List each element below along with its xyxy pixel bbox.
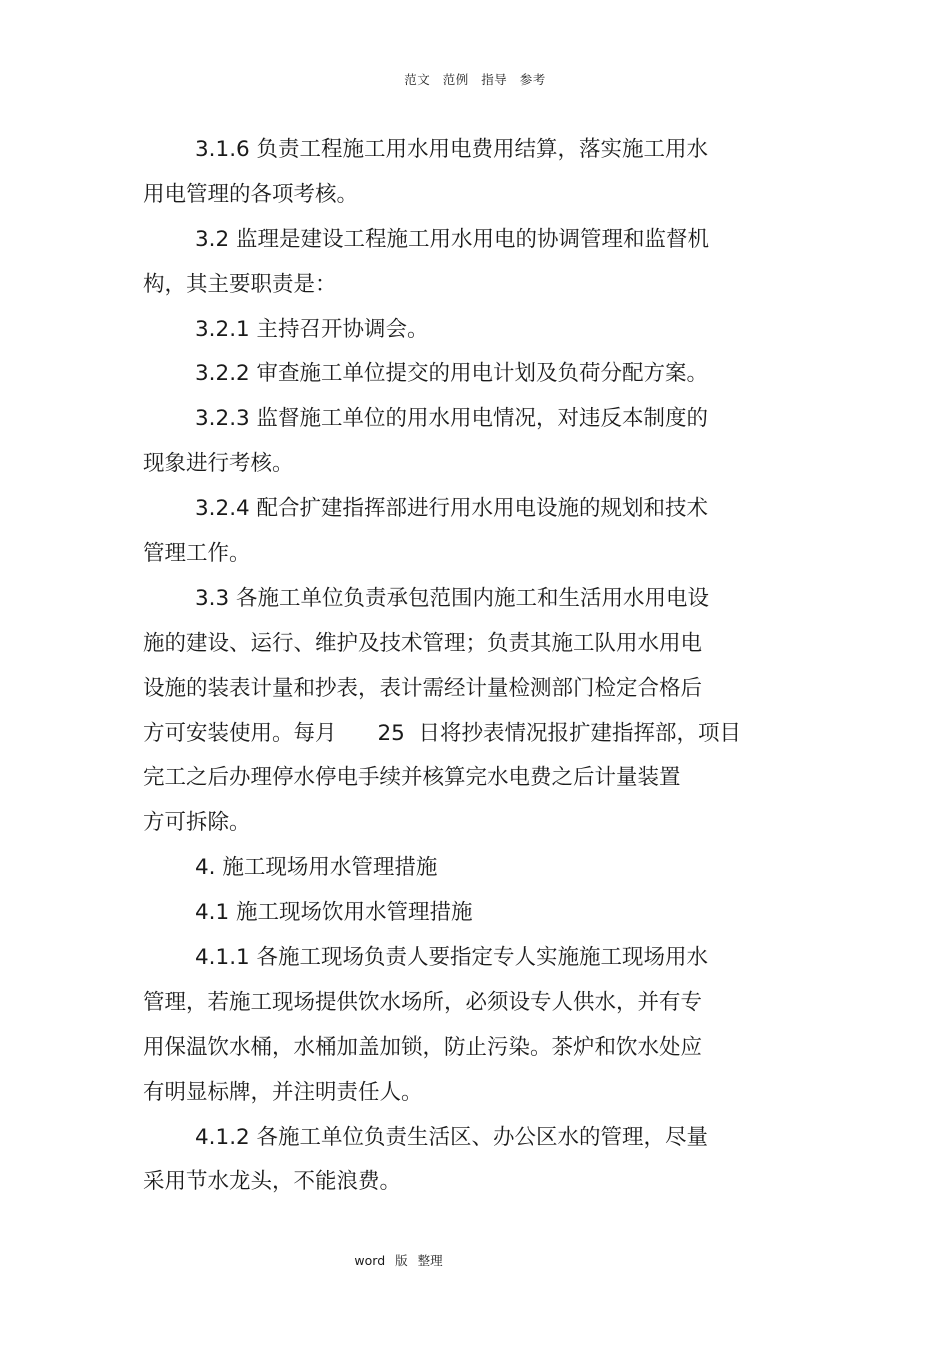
subsection-heading: 4.1 施工现场饮用水管理措施 [195, 900, 473, 926]
paragraph-line: 有明显标牌，并注明责任人。 [143, 1079, 423, 1105]
paragraph-line: 3.2.3 监督施工单位的用水用电情况，对违反本制度的 [195, 406, 709, 432]
paragraph-line: 3.1.6 负责工程施工用水用电费用结算，落实施工用水 [195, 137, 709, 162]
paragraph-line: 管理工作。 [143, 541, 251, 567]
paragraph-line: 3.2 监理是建设工程施工用水用电的协调管理和监督机 [195, 226, 710, 252]
document-body [143, 128, 783, 1205]
page-header: 范文 范例 指导 参考 [404, 72, 546, 87]
paragraph-line: 3.2.4 配合扩建指挥部进行用水用电设施的规划和技术 [195, 496, 709, 522]
paragraph-line: 3.2.2 审查施工单位提交的用电计划及负荷分配方案。 [195, 361, 709, 387]
paragraph-line: 用电管理的各项考核。 [143, 181, 359, 207]
paragraph-line: 3.3 各施工单位负责承包范围内施工和生活用水用电设 [195, 585, 710, 611]
paragraph-line: 采用节水龙头，不能浪费。 [143, 1169, 402, 1195]
paragraph-line: 管理，若施工现场提供饮水场所，必须设专人供水，并有专 [143, 989, 703, 1015]
paragraph-line: 用保温饮水桶，水桶加盖加锁，防止污染。茶炉和饮水处应 [143, 1034, 703, 1060]
paragraph-line: 设施的装表计量和抄表，表计需经计量检测部门检定合格后 [143, 675, 703, 701]
paragraph-line: 方可拆除。 [143, 810, 251, 836]
paragraph-line: 4.1.1 各施工现场负责人要指定专人实施施工现场用水 [195, 945, 709, 971]
paragraph-line: 现象进行考核。 [143, 451, 294, 477]
paragraph-line: 方可安装使用。每月 25 日将抄表情况报扩建指挥部，项目 [143, 720, 742, 746]
paragraph-line: 施的建设、运行、维护及技术管理；负责其施工队用水用电 [143, 630, 703, 656]
paragraph-line: 3.2.1 主持召开协调会。 [195, 316, 429, 342]
paragraph-line: 4.1.2 各施工单位负责生活区、办公区水的管理，尽量 [195, 1124, 709, 1150]
section-heading: 4. 施工现场用水管理措施 [195, 855, 438, 881]
paragraph-line: 完工之后办理停水停电手续并核算完水电费之后计量装置 [143, 765, 681, 791]
page-footer: word 版 整理 [354, 1253, 443, 1268]
paragraph-line: 构，其主要职责是： [143, 271, 337, 297]
